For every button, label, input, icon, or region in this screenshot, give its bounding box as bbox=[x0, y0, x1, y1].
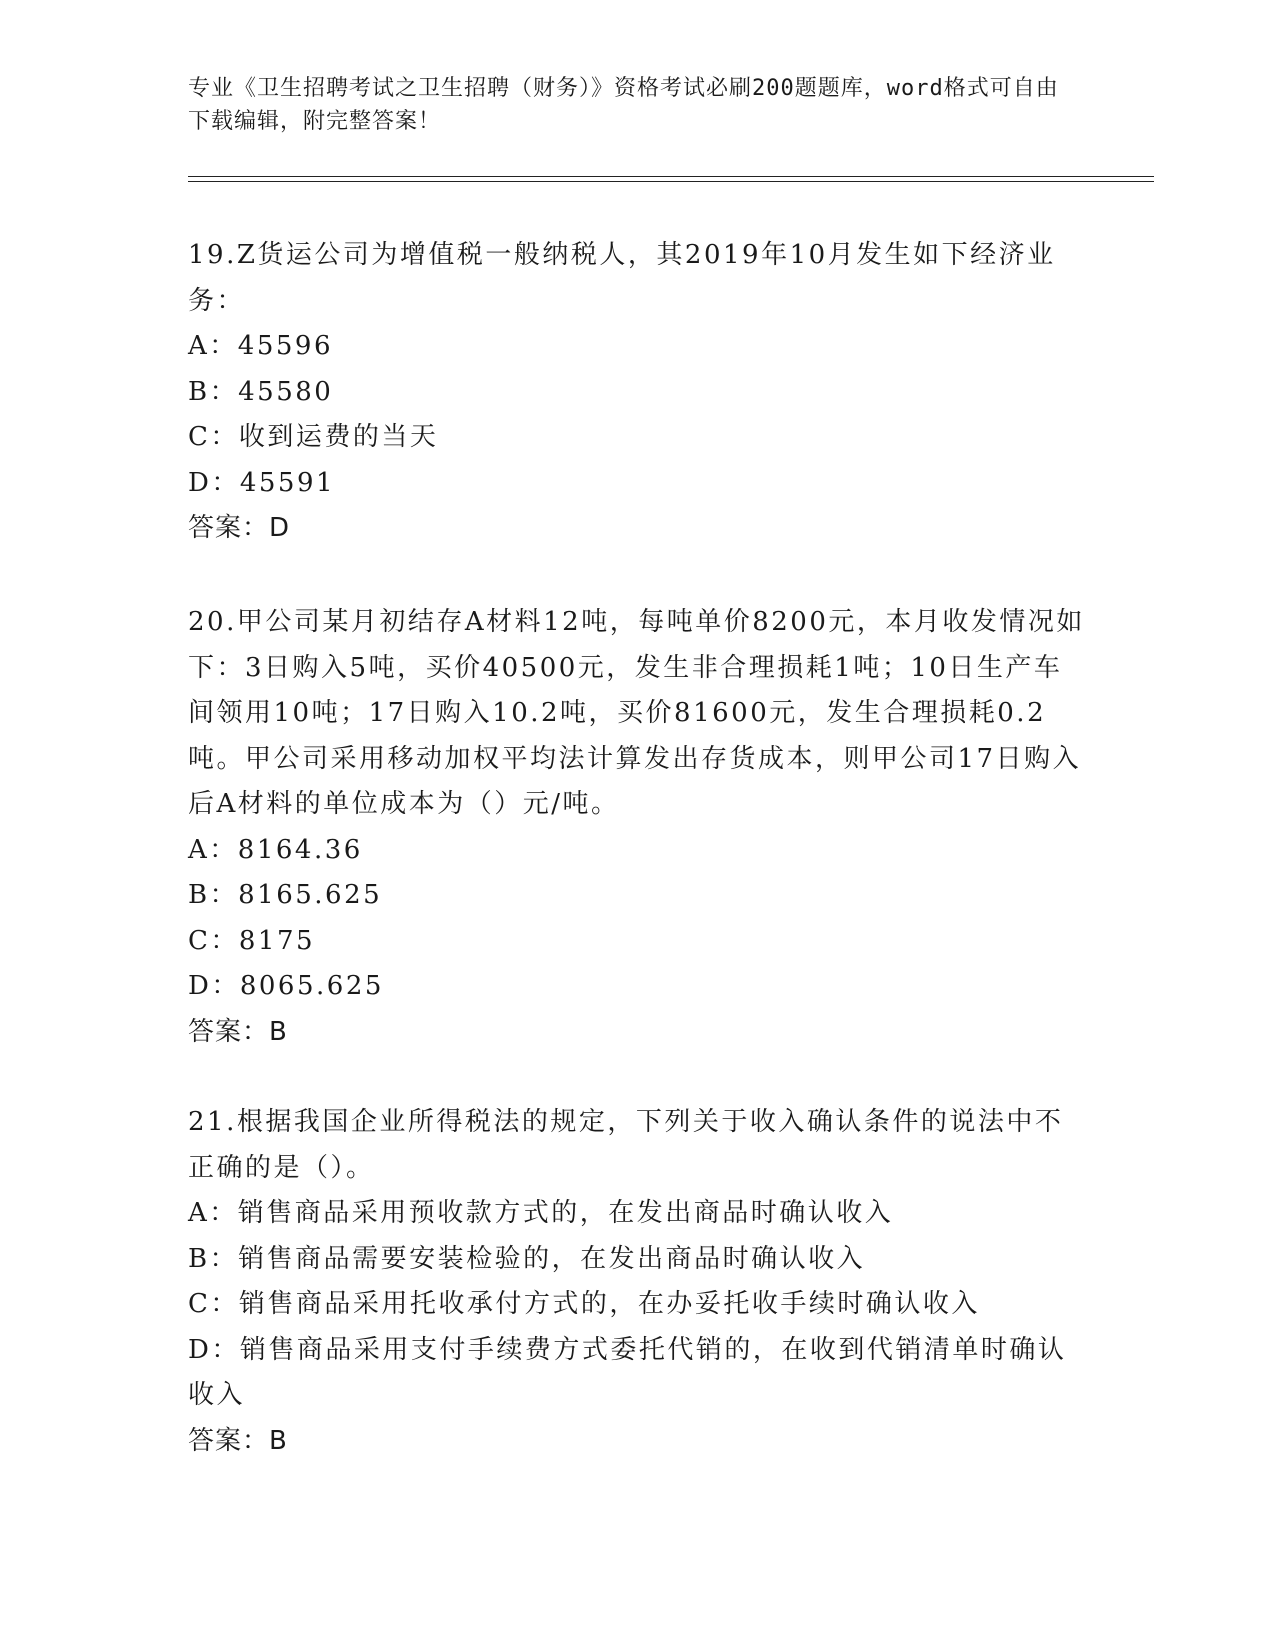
question-19 bbox=[188, 233, 1088, 552]
document-header: 专业《卫生招聘考试之卫生招聘（财务）》资格考试必刷200题题库，word格式可自由下载编辑，附完整答案！ bbox=[188, 76, 1059, 134]
option-b: B：8165.625 bbox=[188, 880, 383, 910]
option-d: D：8065.625 bbox=[188, 971, 384, 1001]
option-c: C：8175 bbox=[188, 925, 316, 956]
answer: 答案：B bbox=[188, 1016, 288, 1047]
option-a: A：销售商品采用预收款方式的，在发出商品时确认收入 bbox=[188, 1198, 894, 1228]
answer: 答案：B bbox=[188, 1425, 288, 1456]
question-stem: 20.甲公司某月初结存A材料12吨，每吨单价8200元，本月收发情况如下：3日购入5吨，买价40500元，发生非合理损耗1吨；10日生产车间领用10吨；17日购入10.2吨，买价81600元，发生合理损耗0.2吨。甲公司采用移动加权平均法计算发出存货成本，则甲公司17日购入后A材料的单位成本为（）元/吨。 bbox=[188, 607, 1085, 819]
question-21 bbox=[188, 1100, 1088, 1464]
answer: 答案：D bbox=[188, 513, 291, 543]
question-20 bbox=[188, 600, 1088, 1055]
option-a: A：8164.36 bbox=[188, 834, 363, 865]
header-divider-bottom bbox=[188, 181, 1154, 182]
option-d: D：45591 bbox=[188, 467, 336, 498]
option-c: C：收到运费的当天 bbox=[188, 422, 439, 452]
option-b: B：45580 bbox=[188, 376, 334, 407]
option-c: C：销售商品采用托收承付方式的，在办妥托收手续时确认收入 bbox=[188, 1289, 980, 1319]
option-a: A：45596 bbox=[188, 331, 333, 361]
question-stem: 21.根据我国企业所得税法的规定，下列关于收入确认条件的说法中不正确的是（）。 bbox=[188, 1107, 1064, 1183]
question-stem: 19.Z货运公司为增值税一般纳税人，其2019年10月发生如下经济业务： bbox=[188, 240, 1056, 316]
option-b: B：销售商品需要安装检验的，在发出商品时确认收入 bbox=[188, 1243, 866, 1274]
header-divider-top bbox=[188, 176, 1154, 177]
option-d: D：销售商品采用支付手续费方式委托代销的，在收到代销清单时确认收入 bbox=[188, 1334, 1067, 1410]
